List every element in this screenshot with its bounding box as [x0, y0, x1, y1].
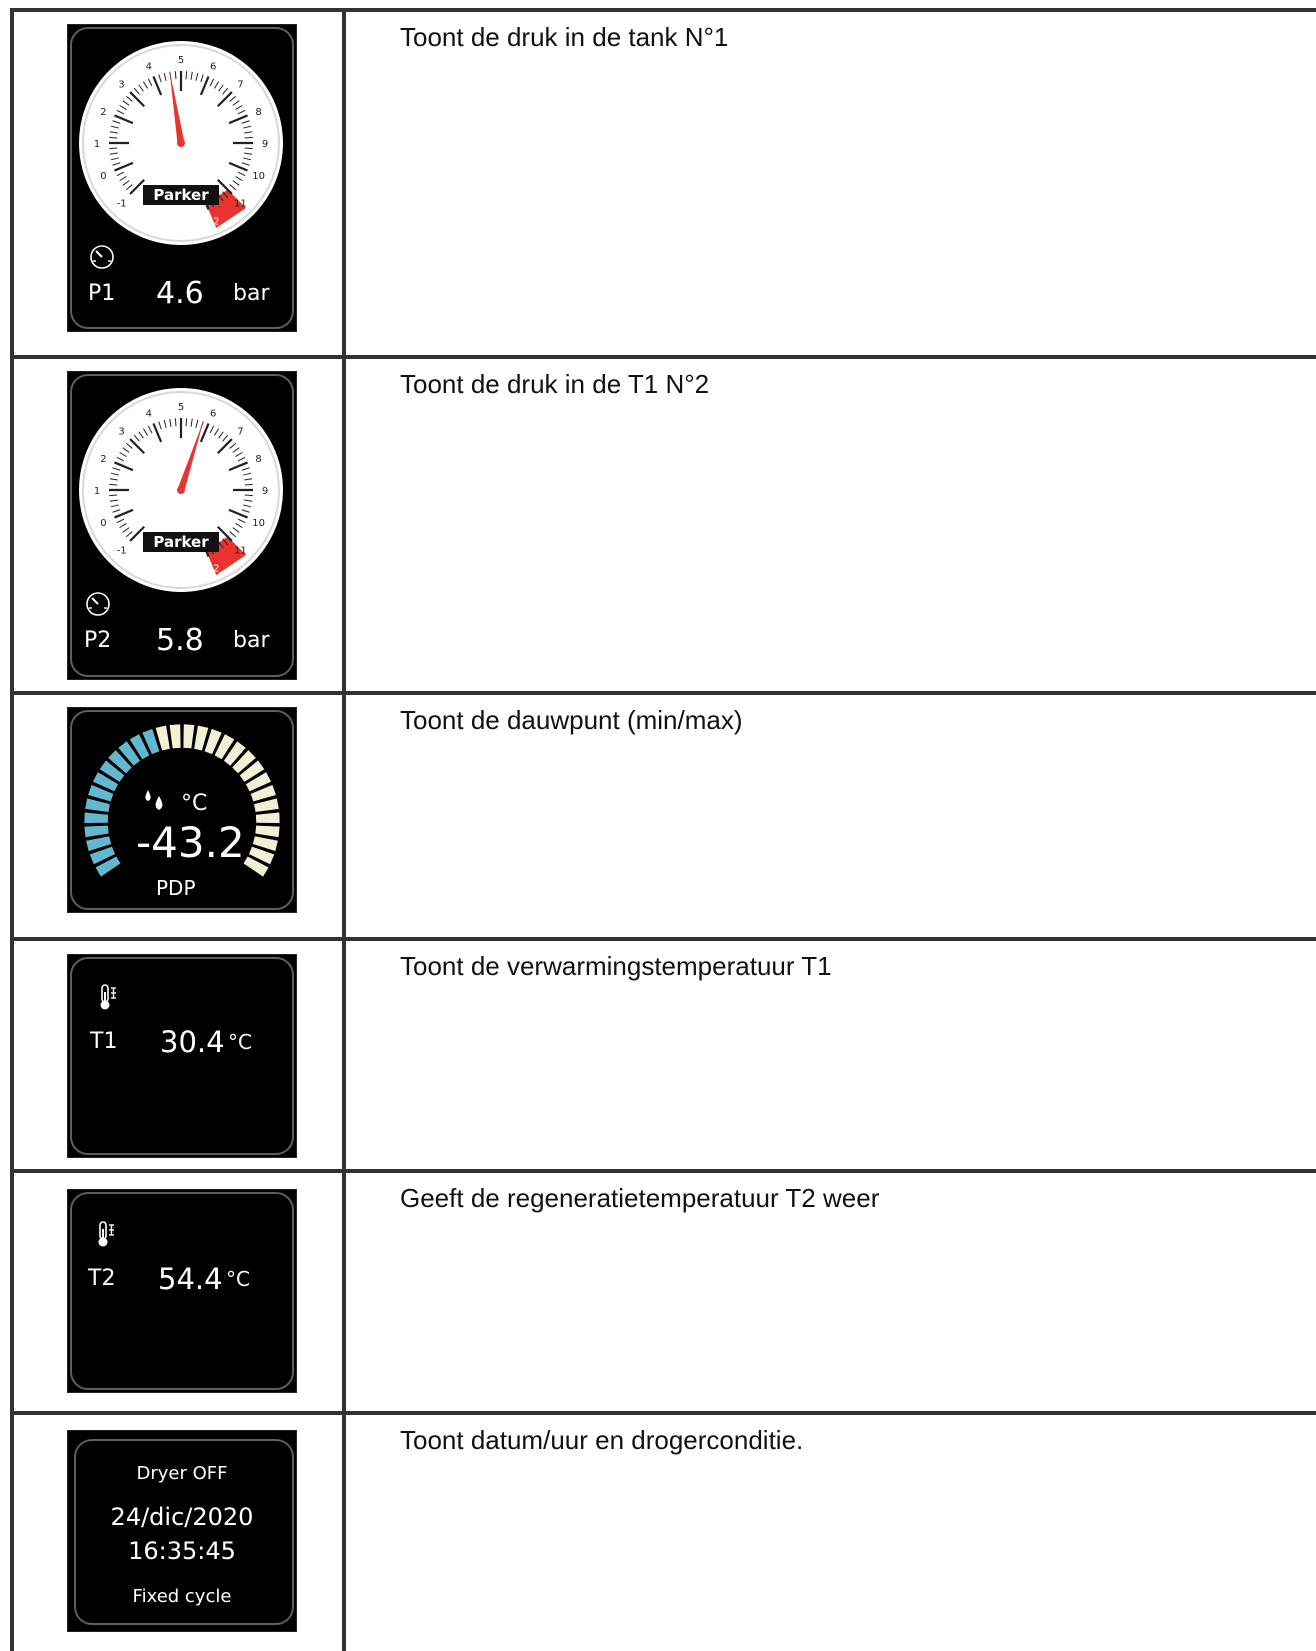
parker-logo: Parker — [153, 533, 209, 551]
pressure-gauge-widget-p2 — [67, 371, 297, 680]
gauge-scale-label: 10 — [252, 171, 265, 183]
row-description: Toont de verwarmingstemperatuur T1 — [400, 951, 832, 981]
row-description: Toont de dauwpunt (min/max) — [400, 705, 743, 735]
gauge-scale-label: 11 — [234, 198, 247, 210]
thermometer-icon — [96, 1220, 120, 1253]
pressure-gauge-widget-p1 — [67, 24, 297, 332]
gauge-scale-label: 12 — [206, 216, 220, 228]
pressure-value: 5.8 — [156, 623, 204, 658]
gauge-tick — [175, 418, 176, 426]
gauge-scale-label: -1 — [116, 545, 127, 557]
gauge-scale-label: 0 — [100, 518, 107, 530]
table-row-divider — [10, 1169, 1316, 1173]
gauge-scale-label: 5 — [177, 55, 185, 66]
row-description: Toont de druk in de tank N°1 — [400, 22, 729, 52]
status-widget — [67, 1430, 297, 1632]
gauge-scale-label: 8 — [255, 453, 262, 465]
gauge-scale-label: 7 — [237, 426, 244, 438]
gauge-tick — [109, 484, 117, 485]
sensor-label: T2 — [88, 1266, 116, 1291]
dewpoint-unit: °C — [181, 791, 208, 816]
dewpoint-arc-segment — [183, 724, 195, 749]
gauge-scale-label: -1 — [116, 198, 127, 210]
pressure-value: 4.6 — [156, 276, 204, 311]
gauge-hub — [177, 486, 185, 494]
row-description: Geeft de regeneratietemperatuur T2 weer — [400, 1183, 880, 1213]
thermometer-icon — [98, 983, 122, 1016]
gauge-scale-label: 3 — [118, 79, 125, 91]
dewpoint-value: -43.2 — [136, 818, 245, 867]
temperature-widget-t2 — [67, 1189, 297, 1393]
gauge-scale-label: 10 — [252, 518, 265, 530]
gauge-scale-label: 5 — [177, 402, 185, 413]
temperature-unit: °C — [228, 1030, 252, 1054]
gauge-tick — [245, 148, 253, 149]
row-description: Toont de druk in de T1 N°2 — [400, 369, 710, 399]
table-row-divider — [10, 1411, 1316, 1415]
dewpoint-widget — [67, 707, 297, 913]
pressure-unit: bar — [233, 628, 270, 653]
gauge-scale-label: 1 — [93, 486, 101, 497]
sensor-label: T1 — [90, 1029, 118, 1054]
gauge-tick — [109, 148, 117, 149]
dewpoint-arc-segment — [84, 825, 109, 837]
gauge-scale-label: 4 — [145, 61, 153, 73]
dewpoint-arc-segment — [255, 825, 280, 837]
temperature-value: 30.4 — [160, 1025, 225, 1059]
gauge-scale-label: 2 — [100, 453, 107, 465]
temperature-unit: °C — [226, 1267, 250, 1291]
sensor-label: P1 — [88, 281, 116, 306]
status-time: 16:35:45 — [128, 1537, 236, 1565]
parker-logo: Parker — [153, 186, 209, 204]
gauge-scale-label: 2 — [100, 106, 107, 118]
status-date: 24/dic/2020 — [110, 1503, 254, 1531]
table-row-divider — [10, 691, 1316, 695]
dryer-state: Dryer OFF — [136, 1463, 228, 1484]
gauge-tick — [186, 71, 187, 79]
table-border-left — [10, 8, 14, 1651]
gauge-scale-label: 8 — [255, 106, 262, 118]
table-row-divider — [10, 355, 1316, 359]
gauge-icon — [84, 590, 114, 623]
gauge-scale-label: 12 — [206, 563, 220, 575]
gauge-scale-label: 6 — [209, 61, 217, 73]
dewpoint-arc-segment — [84, 812, 108, 823]
gauge-scale-label: 9 — [261, 139, 269, 150]
row-description: Toont datum/uur en drogerconditie. — [400, 1425, 804, 1455]
gauge-scale-label: 7 — [237, 79, 244, 91]
gauge-hub — [177, 139, 185, 147]
temperature-widget-t1 — [67, 954, 297, 1158]
table-border-top — [10, 8, 1316, 12]
gauge-tick — [109, 495, 117, 496]
gauge-scale-label: 1 — [93, 139, 101, 150]
dewpoint-arc-segment — [256, 812, 280, 823]
dewpoint-label: PDP — [156, 876, 196, 900]
gauge-scale-label: 4 — [145, 408, 153, 420]
gauge-tick — [186, 418, 187, 426]
gauge-tick — [175, 71, 176, 79]
gauge-tick — [245, 484, 253, 485]
temperature-value: 54.4 — [158, 1262, 223, 1296]
table-row-divider — [10, 937, 1316, 941]
gauge-scale-label: 3 — [118, 426, 125, 438]
gauge-icon — [88, 243, 118, 276]
pressure-unit: bar — [233, 281, 270, 306]
gauge-tick — [109, 137, 117, 138]
gauge-tick — [245, 495, 253, 496]
gauge-scale-label: 6 — [209, 408, 217, 420]
gauge-scale-label: 0 — [100, 171, 107, 183]
gauge-scale-label: 9 — [261, 486, 269, 497]
operating-mode: Fixed cycle — [132, 1586, 232, 1607]
sensor-label: P2 — [84, 628, 112, 653]
gauge-tick — [245, 137, 253, 138]
table-column-divider — [342, 8, 346, 1651]
droplets-icon — [142, 788, 168, 819]
dewpoint-arc-segment — [169, 724, 181, 749]
gauge-scale-label: 11 — [234, 545, 247, 557]
